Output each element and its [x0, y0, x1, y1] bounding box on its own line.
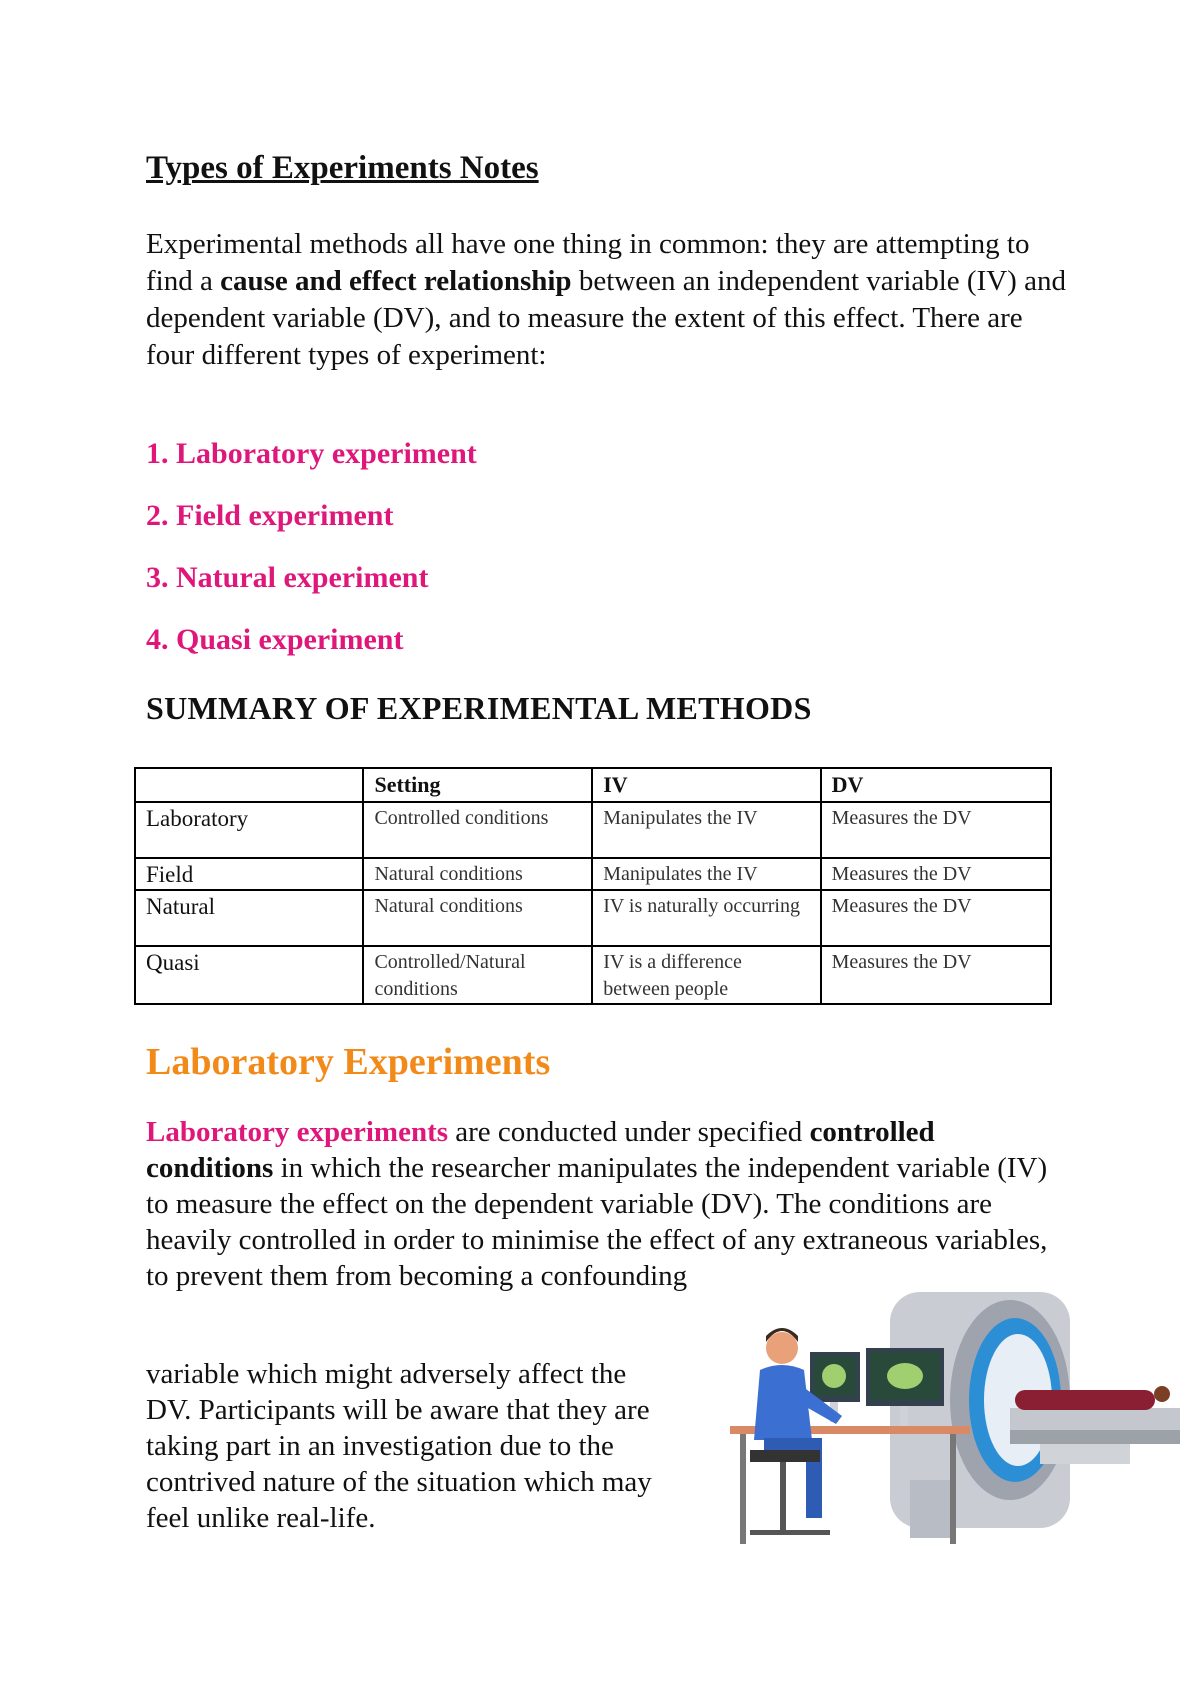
table-header-row — [135, 768, 1051, 802]
table-row — [135, 858, 1051, 890]
table-cell: Natural conditions — [363, 858, 592, 890]
table-cell: Controlled conditions — [363, 802, 592, 858]
list-item: 1. Laboratory experiment — [146, 437, 477, 470]
table-row — [135, 946, 1051, 1004]
list-item: 4. Quasi experiment — [146, 623, 404, 656]
table-cell: Manipulates the IV — [592, 858, 820, 890]
lab-term: Laboratory experiments — [146, 1116, 449, 1148]
table-row — [135, 802, 1051, 858]
experiment-types-list — [146, 434, 477, 682]
table-cell: Measures the DV — [821, 890, 1051, 946]
intro-text-b: between an independent variable (IV) and dependent variable (DV), and to measure the extent of this effect. There are four different types of experiment: — [146, 265, 1066, 371]
table-cell: Natural conditions — [363, 890, 592, 946]
lab-experiments-heading: Laboratory Experiments — [146, 1041, 551, 1083]
table-cell: IV is a difference between people — [592, 946, 820, 1004]
table-cell: Field — [135, 858, 363, 890]
table-cell: Laboratory — [135, 802, 363, 858]
lab-paragraph — [146, 1114, 1066, 1294]
table-cell: Measures the DV — [821, 802, 1051, 858]
summary-table — [134, 767, 1052, 1005]
intro-paragraph — [146, 226, 1066, 374]
table-header-cell — [135, 768, 363, 802]
table-row — [135, 890, 1051, 946]
table-cell: IV is naturally occurring — [592, 890, 820, 946]
table-header-cell: DV — [821, 768, 1051, 802]
lab-text-a: are conducted under specified — [448, 1116, 810, 1148]
list-item: 3. Natural experiment — [146, 561, 429, 594]
lab-bold: controlled conditions — [146, 1116, 935, 1184]
list-item: 2. Field experiment — [146, 499, 394, 532]
table-cell: Measures the DV — [821, 858, 1051, 890]
table-header-cell: IV — [592, 768, 820, 802]
page-title: Types of Experiments Notes — [146, 150, 539, 186]
summary-heading: SUMMARY OF EXPERIMENTAL METHODS — [146, 690, 812, 726]
mri-researcher-illustration — [710, 1290, 1190, 1560]
table-cell: Manipulates the IV — [592, 802, 820, 858]
table-header-cell: Setting — [363, 768, 592, 802]
table-cell: Measures the DV — [821, 946, 1051, 1004]
intro-bold: cause and effect relationship — [220, 265, 572, 297]
lab-text-b: in which the researcher manipulates the independent variable (IV) to measure the effect on the dependent variable (DV). The conditions are heavily controlled in order to minimise the effect of any extraneous variables, to prevent them from becoming a confounding — [146, 1152, 1048, 1292]
intro-text-a: Experimental methods all have one thing in common: they are attempting to find a — [146, 228, 1030, 297]
table-cell: Quasi — [135, 946, 363, 1004]
table-cell: Controlled/Natural conditions — [363, 946, 592, 1004]
table-cell: Natural — [135, 890, 363, 946]
lab-paragraph-continued: variable which might adversely affect the DV. Participants will be aware that they are taking part in an investigation due to the contrived nature of the situation which may feel unlike real-life. — [146, 1358, 652, 1534]
